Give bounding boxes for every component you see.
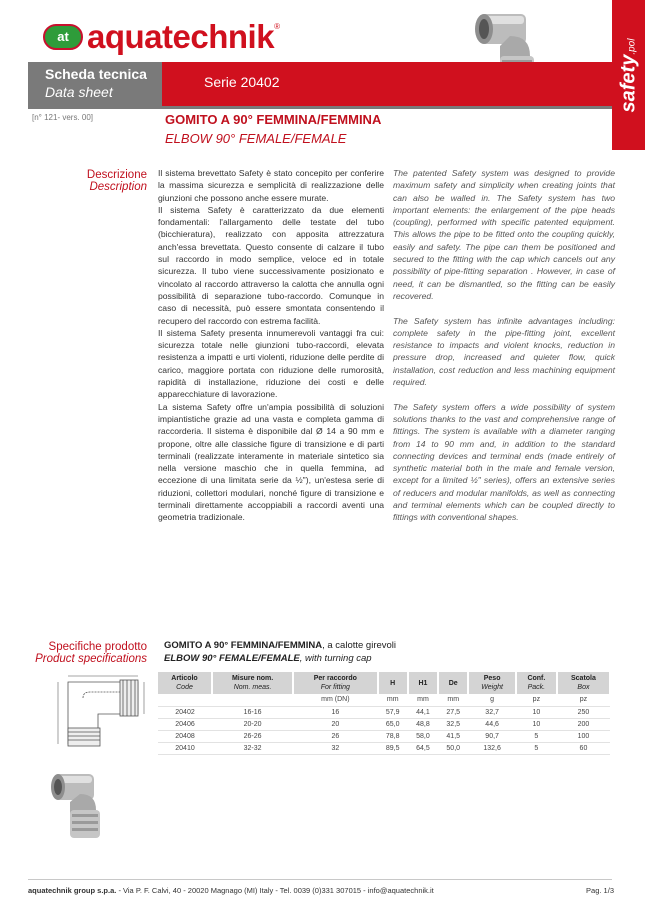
col-header-for-fitting: Per raccordo For fitting [293,672,377,694]
description-en-paragraph: The patented Safety system was designed to provide maximum safety and simplicity when creating joints that can also be walled in. The Safety system has two important elements: the enlargement of the pipe heads (coupling), performed with specific patented equipment. This allows the pipe to be fitted onto the coupling quickly, easily and safety. The pipe can them be positioned and secured to the fitting with the cap which cancels out any possibility of pipe-fitting separation . However, in case of need, it can be dismantled, so the fitting can be easily recovered. [393,168,615,301]
table-cell: 60 [557,742,610,754]
description-heading-en: Description [89,181,147,193]
logo-badge-text: at [57,29,69,44]
table-cell: 32,7 [468,706,516,718]
description-text-it [158,167,384,524]
specs-table [158,672,611,755]
table-cell: 26-26 [212,730,293,742]
table-cell: 10 [516,706,557,718]
table-cell: 20402 [158,706,212,718]
table-cell: 20408 [158,730,212,742]
units-row [158,694,610,706]
col-header-h: H [378,672,408,694]
table-cell: 58,0 [408,730,438,742]
table-row [158,742,610,754]
specs-table-header-row [158,672,610,694]
specs-title-it: GOMITO A 90° FEMMINA/FEMMINA, a calotte girevoli [164,640,397,651]
safety-side-strip [612,0,645,150]
table-cell: 100 [557,730,610,742]
table-cell: 90,7 [468,730,516,742]
description-text-en [393,167,615,536]
table-cell: 20 [293,718,377,730]
data-sheet-label-it: Scheda tecnica [45,66,147,82]
description-it-paragraph: Il sistema Safety presenta innumerevoli vantaggi fra cui: sicurezza totale nelle giunzioni tubo-raccordi, elevata resistenza a impatti e urti violenti, riduzione delle perdite di carico, maggiore portata con riduzione delle rumorosità, rapidità di installazione, riduzione dei costi e delle apparecchiature di lavorazione. [158,327,384,400]
col-header-weight: Peso Weight [468,672,516,694]
table-cell: 50,0 [438,742,468,754]
header-rule [28,106,612,109]
table-cell: 20410 [158,742,212,754]
specs-heading-en: Product specifications [35,653,147,665]
table-cell: 20-20 [212,718,293,730]
unit-cell: mm [408,694,438,706]
specs-heading-it: Specifiche prodotto [48,641,147,653]
description-heading-it: Descrizione [86,169,147,181]
table-row [158,718,610,730]
footer-address: aquatechnik group s.p.a. - Via P. F. Calvi, 40 - 20020 Magnago (MI) Italy - Tel. 0039 (0)331 307015 - info@aquatechnik.it [28,886,434,895]
brand-logo [43,20,280,53]
table-cell: 65,0 [378,718,408,730]
specs-heading [28,641,147,665]
table-cell: 89,5 [378,742,408,754]
unit-cell: mm [438,694,468,706]
table-cell: 16-16 [212,706,293,718]
series-label: Serie 20402 [162,62,612,106]
col-header-h1: H1 [408,672,438,694]
logo-wordmark: aquatechnik [87,18,275,55]
unit-cell: mm (DN) [293,694,377,706]
col-header-box: Scatola Box [557,672,610,694]
table-cell: 16 [293,706,377,718]
specs-title-en: ELBOW 90° FEMALE/FEMALE, with turning cap [164,653,372,664]
product-title-en: ELBOW 90° FEMALE/FEMALE [165,131,347,146]
table-row [158,706,610,718]
version-label: [n° 121- vers. 00] [32,113,94,122]
table-cell: 26 [293,730,377,742]
safety-brand-vertical: safety.pol [617,38,639,112]
product-title-it: GOMITO A 90° FEMMINA/FEMMINA [165,112,382,127]
table-row [158,730,610,742]
table-cell: 5 [516,742,557,754]
col-header-code: Articolo Code [158,672,212,694]
unit-cell [212,694,293,706]
table-cell: 20406 [158,718,212,730]
page-number: Pag. 1/3 [586,886,614,895]
unit-cell: pz [516,694,557,706]
col-header-pack: Conf. Pack. [516,672,557,694]
description-en-paragraph: The Safety system offers a wide possibility of system solutions thanks to the vast and comprehensive range of fittings. The system is available with a diameter ranging from 14 to 90 mm and, in addition to the standard connecting devices and terminal ends (made entirely of synthetic material both in the male and female version, except for a limited ½" series), offers an extensive series of reducers and modular manifolds, as well as connecting and terminal elements which can be coupled directly to fittings with conventional shapes. [393,401,615,523]
table-cell: 41,5 [438,730,468,742]
logo-badge [43,24,83,50]
data-sheet-label [28,62,162,106]
description-it-paragraph: La sistema Safety offre un'ampia possibilità di soluzioni impiantistiche grazie ad una vasta e completa gamma di raccorderia. Il sistema è disponibile dal Ø 14 a 90 mm e propone, oltre alle classiche figure di transizione e di parti terminali (realizzate interamente in materiale sintetico sia nella versione maschio che in quella femmina, ad eccezione di una limitata serie da ½"), un'estesa serie di riduzioni, collettori modulari, nonché figure di transizione e terminali direttamente accoppiabili a raccordi aventi una geometria tradizionale. [158,401,384,523]
table-cell: 10 [516,718,557,730]
unit-cell: mm [378,694,408,706]
table-cell: 32,5 [438,718,468,730]
footer-rule [28,879,612,880]
table-cell: 250 [557,706,610,718]
table-cell: 48,8 [408,718,438,730]
table-cell: 132,6 [468,742,516,754]
table-cell: 57,9 [378,706,408,718]
logo-registered-mark: ® [274,22,280,31]
unit-cell [158,694,212,706]
table-cell: 78,8 [378,730,408,742]
table-cell: 44,6 [468,718,516,730]
description-it-paragraph: Il sistema Safety è caratterizzato da due elementi fondamentali: l'allargamento delle testate del tubo (bicchieratura), realizzato con apposita attrezzatura anch'essa brevettata. Questo consente di calzare il tubo sul raccordo in modo semplice, veloce ed in totale sicurezza. Il tubo viene successivamente posizionato e vincolato al raccordo attraverso la calotta che annulla ogni possibilità di separazione tubo-raccordo. Comunque in caso di necessità, può essere smontata consentendo il recupero del raccordo con estrema facilità. [158,204,384,326]
table-cell: 32 [293,742,377,754]
table-cell: 44,1 [408,706,438,718]
unit-cell: g [468,694,516,706]
col-header-de: De [438,672,468,694]
description-it-paragraph: Il sistema brevettato Safety è stato concepito per conferire la massima sicurezza e semplicità di realizzazione delle giunzioni che possono anche essere murate. [158,168,384,203]
table-cell: 32-32 [212,742,293,754]
table-cell: 200 [557,718,610,730]
description-en-paragraph: The Safety system has infinite advantages including: complete safety in the pipe-fitting joint, excellent resistance to impacts and violent knocks, reduction in pressure drop, increased and quieter flow, quick installation, cost reduction and less machining equipment required. [393,315,615,388]
table-cell: 64,5 [408,742,438,754]
table-cell: 5 [516,730,557,742]
description-heading [28,169,147,193]
col-header-nom-meas: Misure nom. Nom. meas. [212,672,293,694]
technical-drawing [28,672,153,752]
unit-cell: pz [557,694,610,706]
product-photo-bottom [48,770,118,840]
data-sheet-label-en: Data sheet [45,84,113,100]
table-cell: 27,5 [438,706,468,718]
